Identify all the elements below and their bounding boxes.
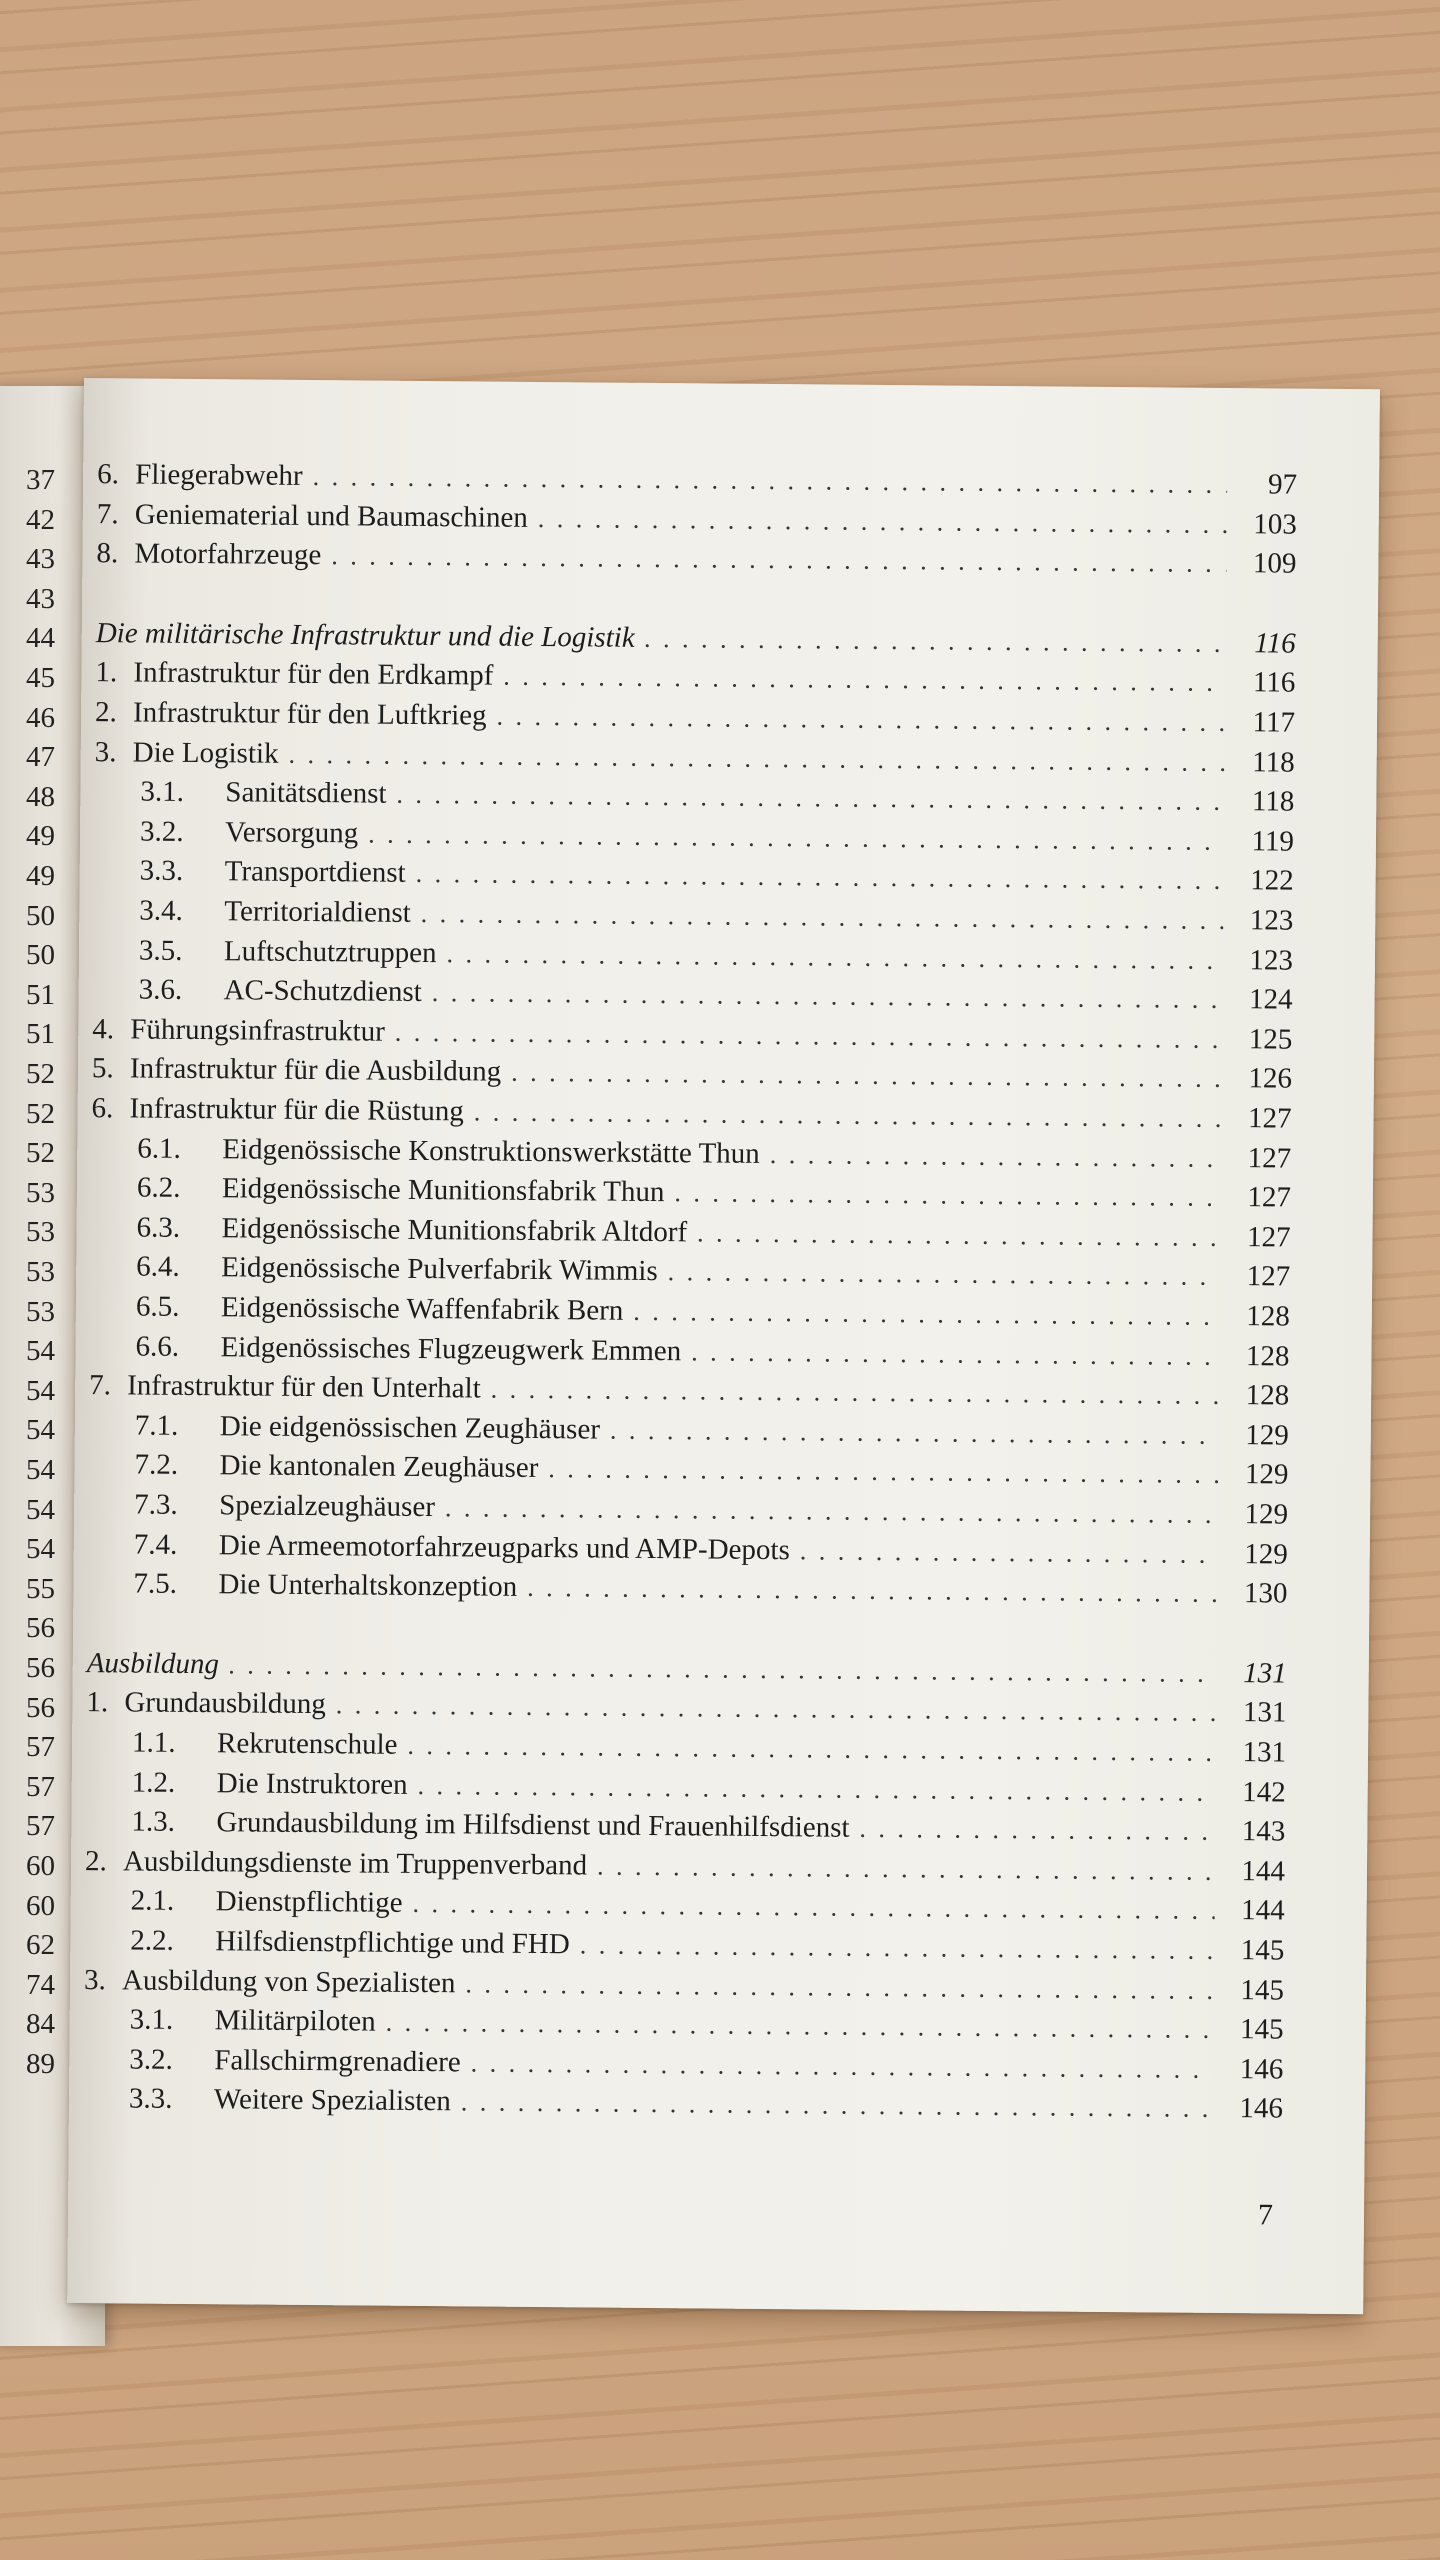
- facing-page-number: 57: [26, 1771, 55, 1803]
- dot-leader: [416, 859, 1224, 896]
- dot-leader: [697, 1218, 1221, 1253]
- toc-entry-number: 6.4.: [136, 1250, 180, 1283]
- toc-page-number: 144: [1241, 1855, 1286, 1888]
- dot-leader: [691, 1337, 1220, 1372]
- dot-leader: [610, 1416, 1219, 1451]
- toc-entry-title: Luftschutztruppen: [223, 935, 437, 970]
- toc-entry-title: Eidgenössische Waffenfabrik Bern: [220, 1291, 624, 1327]
- facing-page-number: 52: [26, 1058, 55, 1090]
- toc-entry-number: 6.6.: [135, 1330, 180, 1363]
- toc-entry-title: Territorialdienst: [224, 895, 411, 929]
- toc-entry-title: Hilfsdienstpflichtige und FHD: [215, 1925, 570, 1961]
- facing-page-number: 56: [26, 1612, 55, 1644]
- toc-page-number: 118: [1251, 785, 1295, 818]
- facing-page-number: 57: [26, 1810, 55, 1842]
- facing-page-number: 49: [26, 820, 55, 852]
- toc-entry-number: 1.1.: [131, 1726, 176, 1759]
- facing-page-number: 89: [26, 2048, 55, 2080]
- dot-leader: [313, 462, 1228, 500]
- dot-leader: [580, 1930, 1215, 1966]
- table-of-contents: [83, 458, 1298, 2125]
- toc-entry-title: Ausbildung von Spezialisten: [121, 1964, 456, 2000]
- dot-leader: [645, 624, 1226, 659]
- toc-entry-number: 8.: [96, 537, 119, 570]
- dot-leader: [465, 1969, 1214, 2006]
- toc-page-number: 145: [1240, 1934, 1285, 1967]
- toc-page-number: 129: [1244, 1498, 1289, 1531]
- facing-page-number: 43: [26, 583, 55, 615]
- facing-page-number: 54: [26, 1414, 55, 1446]
- facing-page-number: 55: [26, 1573, 55, 1605]
- toc-entry-title: Spezialzeughäuser: [219, 1489, 436, 1524]
- dot-leader: [288, 740, 1224, 778]
- facing-page-number: 46: [26, 702, 55, 734]
- toc-entry-number: 6.2.: [136, 1171, 181, 1204]
- toc-entry-title: Eidgenössische Pulverfabrik Wimmis: [221, 1251, 658, 1288]
- toc-entry-title: Ausbildungsdienste im Truppenverband: [122, 1845, 588, 1882]
- toc-entry-title: Die Logistik: [132, 736, 279, 770]
- dot-leader: [461, 2087, 1213, 2124]
- facing-page-number: 56: [26, 1692, 55, 1724]
- facing-page-number: 42: [26, 504, 55, 536]
- page-number: 7: [1257, 2198, 1274, 2232]
- facing-page-number: 53: [26, 1177, 55, 1209]
- toc-entry-number: 3.5.: [138, 934, 183, 967]
- toc-page-number: 118: [1252, 746, 1295, 779]
- toc-entry-title: Eidgenössische Konstruktionswerkstätte Thun: [222, 1133, 760, 1170]
- dot-leader: [770, 1140, 1222, 1174]
- toc-entry-number: 3.1.: [140, 775, 185, 808]
- toc-entry-title: Infrastruktur für die Ausbildung: [129, 1052, 502, 1088]
- toc-page-number: 131: [1242, 1696, 1287, 1729]
- facing-page-number: 54: [26, 1375, 55, 1407]
- facing-page-number: 54: [26, 1335, 55, 1367]
- toc-page-number: 125: [1248, 1023, 1293, 1056]
- facing-page-number: 60: [26, 1890, 55, 1922]
- toc-page-number: 103: [1253, 508, 1297, 541]
- dot-leader: [412, 1889, 1214, 1926]
- toc-entry-title: Die militärische Infrastruktur und die Logistik: [95, 617, 635, 654]
- dot-leader: [395, 1018, 1223, 1055]
- toc-entry-title: Fliegerabwehr: [135, 458, 303, 492]
- facing-page-number: 74: [26, 1969, 55, 2001]
- dot-leader: [538, 504, 1227, 540]
- facing-page-number: 50: [26, 900, 55, 932]
- toc-entry-title: Infrastruktur für die Rüstung: [129, 1092, 465, 1128]
- toc-page-number: 143: [1241, 1815, 1286, 1848]
- toc-page-number: 126: [1248, 1062, 1293, 1095]
- dot-leader: [471, 2048, 1214, 2084]
- toc-entry-number: 2.1.: [130, 1884, 175, 1917]
- toc-entry-number: 2.2.: [130, 1924, 175, 1957]
- toc-entry-title: Die eidgenössischen Zeughäuser: [219, 1410, 601, 1446]
- toc-entry-number: 3.1.: [129, 2003, 174, 2036]
- dot-leader: [396, 780, 1224, 817]
- dot-leader: [859, 1814, 1215, 1847]
- toc-page-number: 142: [1242, 1776, 1286, 1809]
- dot-leader: [474, 1097, 1222, 1134]
- toc-entry-number: 6.3.: [136, 1211, 181, 1244]
- facing-page-number: 51: [26, 979, 55, 1011]
- toc-entry-title: Infrastruktur für den Erdkampf: [133, 656, 494, 692]
- toc-entry-number: 7.: [96, 498, 119, 531]
- dot-leader: [445, 1493, 1218, 1530]
- dot-leader: [368, 819, 1224, 856]
- dot-leader: [511, 1058, 1222, 1094]
- dot-leader: [417, 1771, 1215, 1808]
- dot-leader: [446, 939, 1223, 976]
- toc-entry-number: 1.3.: [131, 1805, 176, 1838]
- dot-leader: [229, 1650, 1217, 1689]
- toc-page-number: 145: [1240, 1974, 1285, 2007]
- toc-entry-title: Grundausbildung: [124, 1686, 326, 1721]
- toc-entry-number: 7.: [89, 1369, 112, 1402]
- toc-entry-number: 6.: [97, 458, 120, 491]
- facing-page-number: 44: [26, 622, 55, 654]
- toc-page-number: 129: [1245, 1419, 1289, 1452]
- toc-entry-title: Versorgung: [224, 816, 359, 850]
- toc-page-number: 123: [1249, 944, 1294, 977]
- toc-entry-number: 7.3.: [134, 1488, 178, 1521]
- toc-entry-number: 3.2.: [129, 2043, 173, 2076]
- toc-entry-number: 7.2.: [134, 1448, 179, 1481]
- toc-page-number: 127: [1247, 1181, 1292, 1214]
- toc-entry-number: 7.4.: [133, 1528, 178, 1561]
- toc-entry-title: Militärpiloten: [214, 2004, 376, 2038]
- toc-page-number: 116: [1252, 666, 1296, 699]
- toc-page-number: 124: [1248, 983, 1293, 1016]
- dot-leader: [633, 1297, 1220, 1332]
- toc-entry-title: Infrastruktur für den Luftkrieg: [132, 696, 487, 732]
- toc-entry-number: 3.3.: [128, 2082, 173, 2115]
- facing-page-number: 84: [26, 2008, 55, 2040]
- toc-entry-number: 3.6.: [138, 973, 183, 1006]
- toc-entry-number: 3.: [83, 1964, 106, 1997]
- facing-page-number: 57: [26, 1731, 55, 1763]
- dot-leader: [386, 2008, 1214, 2045]
- toc-entry-number: 3.2.: [139, 815, 184, 848]
- facing-page-number: 47: [26, 741, 55, 773]
- facing-page-number: 49: [26, 860, 55, 892]
- toc-entry-title: Rekrutenschule: [216, 1727, 398, 1761]
- toc-entry-number: 3.4.: [139, 894, 183, 927]
- toc-page-number: 127: [1246, 1260, 1291, 1293]
- toc-page-number: 131: [1243, 1657, 1287, 1690]
- toc-page-number: 130: [1243, 1577, 1288, 1610]
- dot-leader: [491, 1375, 1220, 1411]
- toc-page-number: 146: [1239, 2092, 1284, 2125]
- book-page: [67, 378, 1380, 2314]
- toc-entry-number: 6.: [91, 1092, 114, 1125]
- dot-leader: [527, 1573, 1217, 1609]
- dot-leader: [668, 1257, 1221, 1292]
- facing-page-number: 54: [26, 1494, 55, 1526]
- facing-page-number: 51: [26, 1018, 55, 1050]
- toc-entry-number: 3.3.: [139, 854, 184, 887]
- toc-page-number: 109: [1252, 547, 1297, 580]
- facing-page-number: 50: [26, 939, 55, 971]
- toc-entry-number: 4.: [92, 1013, 115, 1046]
- toc-entry-title: AC-Schutzdienst: [223, 974, 422, 1008]
- toc-page-number: 129: [1244, 1458, 1289, 1491]
- facing-page-number: 62: [26, 1929, 55, 1961]
- facing-page-number: 60: [26, 1850, 55, 1882]
- toc-page-number: 127: [1247, 1102, 1292, 1135]
- toc-page-number: 119: [1251, 825, 1295, 858]
- toc-entry-number: 1.2.: [131, 1766, 176, 1799]
- toc-entry-title: Eidgenössische Munitionsfabrik Thun: [221, 1172, 665, 1209]
- toc-entry-number: 7.5.: [133, 1567, 178, 1600]
- toc-entry-number: 2.: [84, 1845, 107, 1878]
- dot-leader: [421, 899, 1224, 936]
- toc-entry-number: 1.: [95, 656, 118, 689]
- dot-leader: [548, 1454, 1218, 1490]
- toc-entry-number: 2.: [94, 696, 117, 729]
- facing-page-number: 43: [26, 543, 55, 575]
- toc-page-number: 116: [1254, 627, 1296, 660]
- toc-entry-title: Weitere Spezialisten: [213, 2083, 451, 2118]
- dot-leader: [800, 1536, 1218, 1570]
- toc-entry-title: Die kantonalen Zeughäuser: [219, 1449, 539, 1485]
- facing-page-number: 45: [26, 662, 55, 694]
- toc-entry-title: Dienstpflichtige: [215, 1885, 403, 1919]
- toc-entry-number: 3.: [94, 736, 117, 769]
- toc-entry-number: 7.1.: [134, 1409, 179, 1442]
- toc-page-number: 97: [1267, 468, 1298, 501]
- toc-page-number: 129: [1244, 1538, 1288, 1571]
- toc-page-number: 128: [1246, 1300, 1290, 1333]
- dot-leader: [674, 1178, 1221, 1213]
- toc-entry-title: Transportdienst: [224, 855, 406, 889]
- toc-page-number: 128: [1245, 1379, 1290, 1412]
- facing-page-number: 56: [26, 1652, 55, 1684]
- toc-page-number: 131: [1242, 1736, 1287, 1769]
- toc-entry-title: Ausbildung: [86, 1647, 220, 1681]
- toc-entry-title: Eidgenössisches Flugzeugwerk Emmen: [220, 1331, 682, 1368]
- facing-page-number: 53: [26, 1256, 55, 1288]
- toc-entry-title: Die Armeemotorfahrzeugparks und AMP-Depots: [218, 1529, 790, 1567]
- toc-entry-title: Fallschirmgrenadiere: [214, 2044, 461, 2079]
- facing-page-number: 53: [26, 1216, 55, 1248]
- toc-entry-title: Infrastruktur für den Unterhalt: [127, 1369, 481, 1405]
- toc-page-number: 127: [1246, 1221, 1291, 1254]
- dot-leader: [496, 702, 1225, 738]
- dot-leader: [407, 1731, 1216, 1768]
- toc-entry-number: 6.5.: [135, 1290, 180, 1323]
- facing-page-number: 54: [26, 1454, 55, 1486]
- toc-entry-title: Die Instruktoren: [216, 1767, 408, 1801]
- toc-entry-title: Eidgenössische Munitionsfabrik Altdorf: [221, 1212, 688, 1249]
- toc-page-number: 122: [1250, 864, 1294, 897]
- toc-entry-title: Geniematerial und Baumaschinen: [134, 498, 528, 534]
- toc-entry-title: Motorfahrzeuge: [134, 537, 322, 572]
- facing-page-number: 54: [26, 1533, 55, 1565]
- facing-page-number: 53: [26, 1296, 55, 1328]
- toc-page-number: 146: [1239, 2053, 1284, 2086]
- dot-leader: [331, 541, 1226, 579]
- toc-entry-number: 1.: [86, 1686, 109, 1719]
- dot-leader: [336, 1690, 1217, 1728]
- toc-page-number: 117: [1252, 706, 1296, 739]
- facing-page-number: 48: [26, 781, 55, 813]
- toc-page-number: 123: [1249, 904, 1294, 937]
- facing-page-number: 37: [26, 464, 55, 496]
- toc-entry-title: Führungsinfrastruktur: [130, 1013, 385, 1048]
- toc-page-number: 127: [1247, 1142, 1292, 1175]
- toc-page-number: 144: [1241, 1894, 1285, 1927]
- facing-page-number: 52: [26, 1098, 55, 1130]
- toc-entry-number: 6.1.: [137, 1132, 181, 1165]
- facing-page-number: 52: [26, 1137, 55, 1169]
- toc-page-number: 145: [1239, 2013, 1284, 2046]
- dot-leader: [432, 978, 1223, 1015]
- dot-leader: [597, 1852, 1215, 1887]
- dot-leader: [503, 662, 1225, 698]
- toc-entry-title: Grundausbildung im Hilfsdienst und Frauenhilfsdienst: [216, 1806, 850, 1844]
- toc-entry-title: Die Unterhaltskonzeption: [218, 1568, 518, 1603]
- toc-entry-number: 5.: [91, 1052, 114, 1085]
- toc-page-number: 128: [1245, 1340, 1290, 1373]
- toc-entry-title: Sanitätsdienst: [225, 776, 387, 810]
